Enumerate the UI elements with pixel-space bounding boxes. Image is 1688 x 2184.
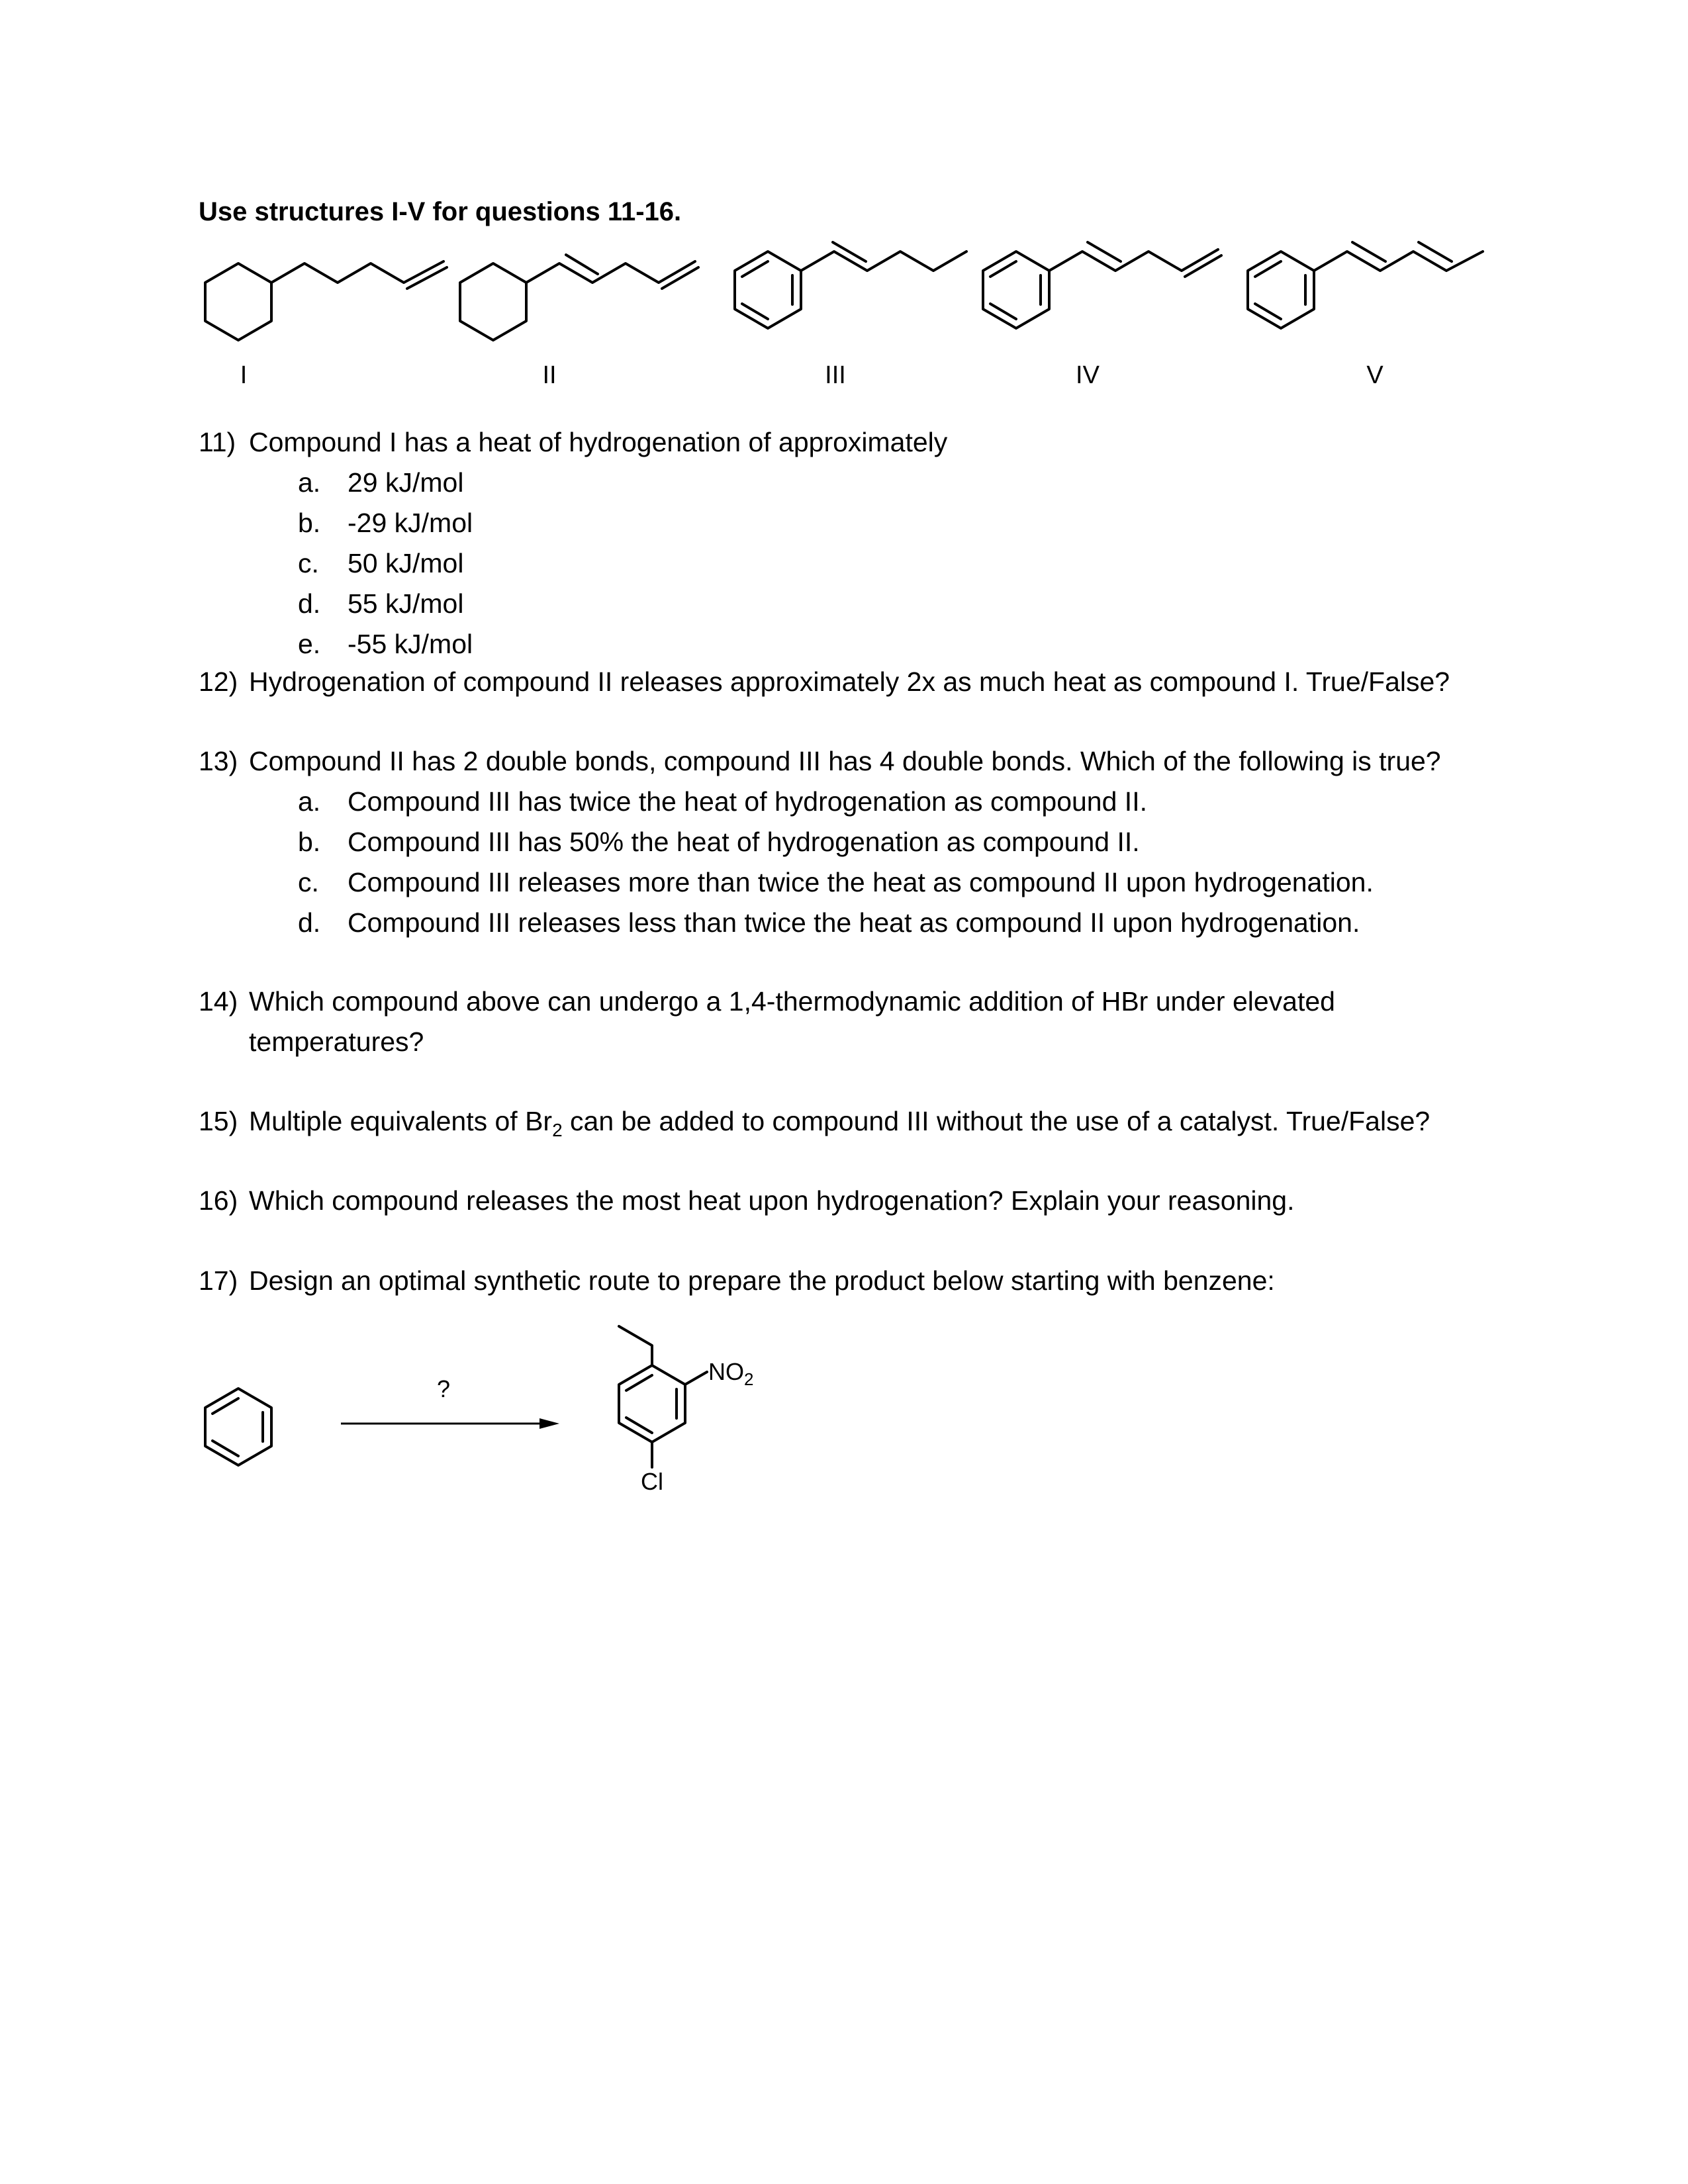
option-text: -29 kJ/mol: [348, 508, 473, 538]
label-V: V: [1366, 361, 1383, 389]
question-number: 17): [199, 1265, 238, 1296]
question-number: 14): [199, 986, 238, 1017]
question-text-rest: can be added to compound III without the use of a catalyst. True/False?: [562, 1106, 1430, 1136]
option-text: 50 kJ/mol: [348, 548, 464, 578]
label-III: III: [825, 361, 846, 389]
question-number: 12): [199, 666, 238, 697]
question-number: 13): [199, 746, 238, 776]
subscript: 2: [552, 1120, 563, 1141]
label-I: I: [240, 361, 248, 389]
option-letter: b.: [298, 508, 321, 538]
option-text: 29 kJ/mol: [348, 467, 464, 498]
question-text: Design an optimal synthetic route to prepare the product below starting with benzene:: [249, 1265, 1275, 1296]
option-letter: b.: [298, 827, 321, 857]
option-letter: a.: [298, 467, 321, 498]
option-text: Compound III has 50% the heat of hydrogenation as compound II.: [348, 827, 1140, 857]
question-text: Which compound above can undergo a 1,4-thermodynamic addition of HBr under elevated: [249, 986, 1335, 1017]
option-text: -55 kJ/mol: [348, 629, 473, 659]
question-number: 11): [199, 427, 236, 457]
question-number: 15): [199, 1106, 238, 1136]
question-text: Compound I has a heat of hydrogenation of approximately: [249, 427, 948, 457]
nitro-subscript: 2: [744, 1369, 754, 1390]
option-letter: d.: [298, 588, 321, 619]
option-letter: d.: [298, 907, 321, 938]
option-text: 55 kJ/mol: [348, 588, 464, 619]
option-text: Compound III releases less than twice the heat as compound II upon hydrogenation.: [348, 907, 1360, 938]
nitro-label: [708, 1358, 753, 1390]
section-heading: Use structures I-V for questions 11-16.: [199, 197, 682, 226]
option-letter: c.: [298, 548, 319, 578]
question-text: Hydrogenation of compound II releases approximately 2x as much heat as compound I. True/False?: [249, 666, 1450, 697]
label-IV: IV: [1076, 361, 1100, 389]
question-text: Which compound releases the most heat upon hydrogenation? Explain your reasoning.: [249, 1185, 1295, 1216]
option-text: Compound III has twice the heat of hydrogenation as compound II.: [348, 786, 1147, 817]
question-text: Multiple equivalents of Br: [249, 1106, 553, 1136]
option-letter: e.: [298, 629, 321, 659]
question-text-continued: temperatures?: [249, 1026, 424, 1057]
question-number: 16): [199, 1185, 238, 1216]
option-letter: a.: [298, 786, 321, 817]
chloro-label: Cl: [641, 1468, 663, 1495]
option-letter: c.: [298, 867, 319, 897]
label-II: II: [542, 361, 557, 389]
nitro-text: NO: [708, 1358, 744, 1385]
question-text: Compound II has 2 double bonds, compound III has 4 double bonds. Which of the following is true?: [249, 746, 1441, 776]
arrow-reagent-label: ?: [437, 1375, 451, 1402]
option-text: Compound III releases more than twice the heat as compound II upon hydrogenation.: [348, 867, 1374, 897]
